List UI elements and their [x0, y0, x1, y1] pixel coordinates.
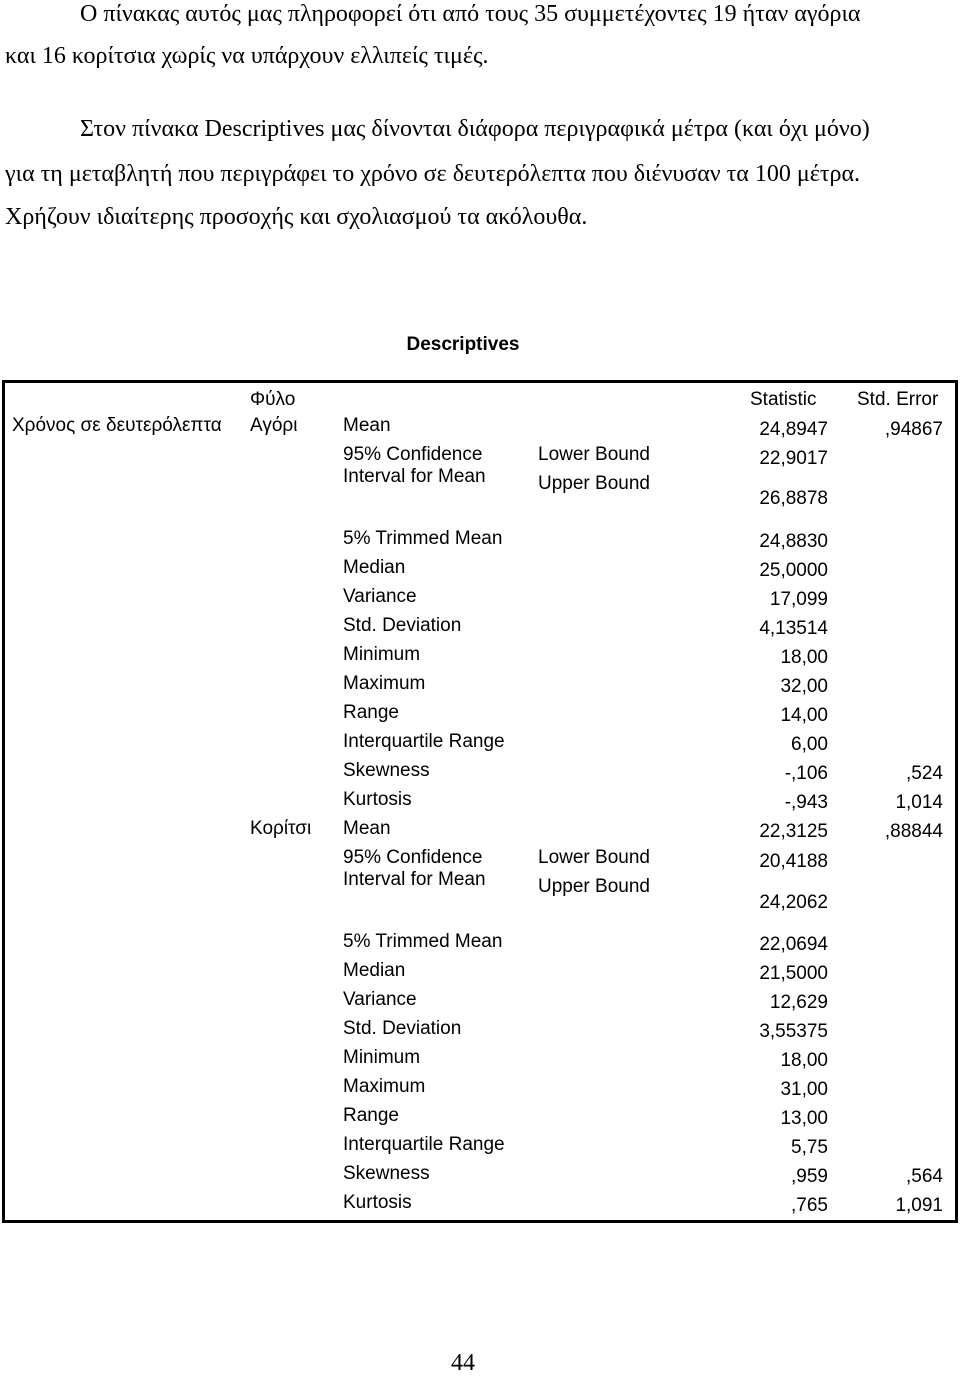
stat-value: 18,00: [780, 1050, 828, 1071]
paragraph-1-line-1: Ο πίνακας αυτός μας πληροφορεί ότι από τους 35 συμμετέχοντες 19 ήταν αγόρια: [80, 1, 861, 27]
stat-value: 24,2062: [759, 892, 828, 913]
stat-label: Std. Deviation: [343, 1018, 462, 1039]
stat-label: Interquartile Range: [343, 731, 505, 752]
stat-label: Minimum: [343, 1047, 421, 1068]
stat-label: 5% Trimmed Mean: [343, 931, 503, 952]
stat-label: Maximum: [343, 673, 426, 694]
stat-value: 3,55375: [759, 1021, 828, 1042]
upper-bound-label: Upper Bound: [538, 473, 650, 494]
stat-label: 5% Trimmed Mean: [343, 528, 503, 549]
stat-label: Range: [343, 702, 399, 723]
group-label: Αγόρι: [250, 415, 298, 436]
stat-value: 22,9017: [759, 448, 828, 469]
std-error-value: 1,014: [895, 792, 943, 813]
header-statistic: Statistic: [750, 389, 817, 410]
stat-value: -,106: [784, 763, 828, 784]
std-error-value: ,524: [906, 763, 943, 784]
stat-label-mean: Mean: [343, 415, 391, 436]
stat-value: 31,00: [780, 1079, 828, 1100]
stat-value: 32,00: [780, 676, 828, 697]
lower-bound-label: Lower Bound: [538, 444, 650, 465]
stat-label: Kurtosis: [343, 789, 412, 810]
header-group: Φύλο: [250, 389, 296, 410]
stat-label: Std. Deviation: [343, 615, 462, 636]
stat-value: -,943: [784, 792, 828, 813]
table-title: Descriptives: [406, 334, 520, 355]
paragraph-1-line-2: και 16 κορίτσια χωρίς να υπάρχουν ελλιπείς τιμές.: [5, 43, 489, 69]
stat-value: ,959: [791, 1166, 828, 1187]
stat-value: 17,099: [769, 589, 828, 610]
stat-value: 22,3125: [759, 821, 828, 842]
stat-label: Kurtosis: [343, 1192, 412, 1213]
stat-value: 6,00: [791, 734, 828, 755]
stat-value: 25,0000: [759, 560, 828, 581]
std-error-value: 1,091: [895, 1195, 943, 1216]
stat-value: 4,13514: [759, 618, 828, 639]
paragraph-2-line-1: Στον πίνακα Descriptives μας δίνονται διάφορα περιγραφικά μέτρα (και όχι μόνο): [80, 116, 870, 142]
stat-label: Interquartile Range: [343, 1134, 505, 1155]
stat-label: Minimum: [343, 644, 421, 665]
stat-label: Maximum: [343, 1076, 426, 1097]
stat-value: 24,8830: [759, 531, 828, 552]
stat-label-mean: Mean: [343, 818, 391, 839]
stat-label: Median: [343, 960, 406, 981]
variable-label: Χρόνος σε δευτερόλεπτα: [12, 415, 222, 436]
stat-label: Variance: [343, 989, 417, 1010]
paragraph-2-line-2: για τη μεταβλητή που περιγράφει το χρόνο σε δευτερόλεπτα που διένυσαν τα 100 μέτρα.: [5, 161, 861, 187]
stat-value: 13,00: [780, 1108, 828, 1129]
stat-value: 21,5000: [759, 963, 828, 984]
stat-value: 20,4188: [759, 851, 828, 872]
stat-value: 5,75: [791, 1137, 828, 1158]
stat-label: Variance: [343, 586, 417, 607]
stat-label: Skewness: [343, 760, 430, 781]
upper-bound-label: Upper Bound: [538, 876, 650, 897]
stat-value: 24,8947: [759, 419, 828, 440]
group-label: Κορίτσι: [250, 818, 312, 839]
paragraph-2-line-3: Χρήζουν ιδιαίτερης προσοχής και σχολιασμού τα ακόλουθα.: [5, 204, 588, 230]
header-std-error: Std. Error: [857, 389, 939, 410]
stat-value: 14,00: [780, 705, 828, 726]
std-error-value: ,94867: [884, 419, 943, 440]
stat-label: Skewness: [343, 1163, 430, 1184]
ci-label: 95% Confidence Interval for Mean: [343, 847, 486, 890]
lower-bound-label: Lower Bound: [538, 847, 650, 868]
stat-value: 22,0694: [759, 934, 828, 955]
stat-value: 18,00: [780, 647, 828, 668]
std-error-value: ,564: [906, 1166, 943, 1187]
stat-value: ,765: [791, 1195, 828, 1216]
ci-label: 95% Confidence Interval for Mean: [343, 444, 486, 487]
std-error-value: ,88844: [884, 821, 943, 842]
page-number: 44: [451, 1350, 475, 1376]
stat-value: 12,629: [769, 992, 828, 1013]
stat-label: Range: [343, 1105, 399, 1126]
stat-label: Median: [343, 557, 406, 578]
stat-value: 26,8878: [759, 488, 828, 509]
